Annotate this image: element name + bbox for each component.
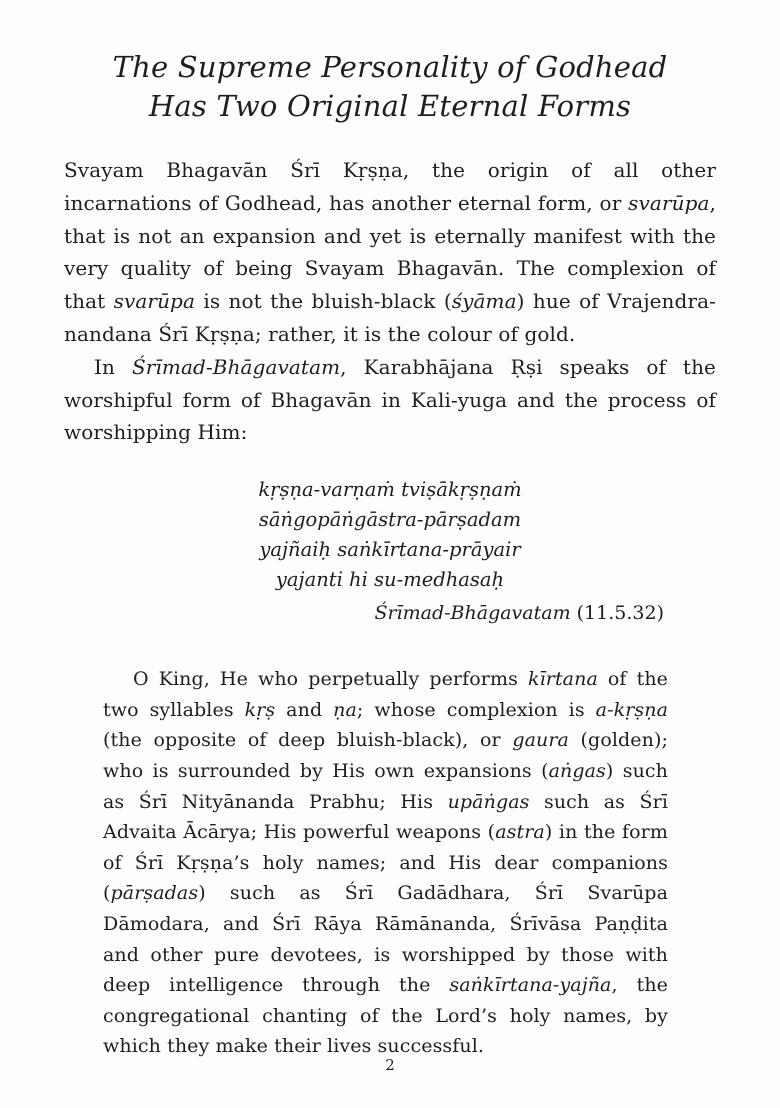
verse-attribution — [64, 598, 716, 628]
page-number: 2 — [385, 1056, 395, 1074]
page-title — [64, 48, 716, 126]
verse-attribution-title: Śrīmad-Bhāgavatam — [374, 602, 571, 625]
verse-line: yajñaiḥ saṅkīrtana-prāyair — [259, 538, 521, 562]
verse-block — [64, 475, 716, 628]
verse-line: sāṅgopāṅgāstra-pārṣadam — [258, 508, 522, 532]
paragraph-intro: Svayam Bhagavān Śrī Kṛṣṇa, the origin of all other incarnations of Godhead, has another eternal form, or svarūpa, that is not an expansion and yet is eternally manifest with the very quality of being Svayam Bhagavān. The complexion of that svarūpa is not the bluish-black (śyāma) hue of Vrajendra-nandana Śrī Kṛṣṇa; rather, it is the colour of gold. — [64, 158, 716, 346]
verse-lines — [64, 475, 716, 595]
paragraph-context: In Śrīmad-Bhāgavatam, Karabhājana Ṛṣi speaks of the worshipful form of Bhagavān in Kali-yuga and the process of worshipping Him: — [64, 354, 716, 445]
verse-line: kṛṣṇa-varṇaṁ tviṣākṛṣṇaṁ — [258, 478, 522, 502]
title-line-1: The Supreme Personality of Godhead — [112, 50, 668, 84]
title-line-2: Has Two Original Eternal Forms — [148, 89, 632, 123]
translation-paragraph: O King, He who perpetually performs kīrtana of the two syllables kṛṣ and ṇa; whose complexion is a-kṛṣṇa (the opposite of deep bluish-black), or gaura (golden); who is surrounded by His own expansions (aṅgas) such as Śrī Nityānanda Prabhu; His upāṅgas such as Śrī Advaita Ācārya; His powerful weapons (astra) in the form of Śrī Kṛṣṇa’s holy names; and His dear companions (pārṣadas) such as Śrī Gadādhara, Śrī Svarūpa Dāmodara, and Śrī Rāya Rāmānanda, Śrīvāsa Paṇḍita and other pure devotees, is worshipped by those with deep intelligence through the saṅkīrtana-yajña, the congregational chanting of the Lord’s holy names, by which they make their lives successful. — [103, 668, 669, 1058]
verse-line: yajanti hi su-medhasaḥ — [275, 568, 505, 592]
verse-attribution-ref: (11.5.32) — [570, 602, 664, 625]
